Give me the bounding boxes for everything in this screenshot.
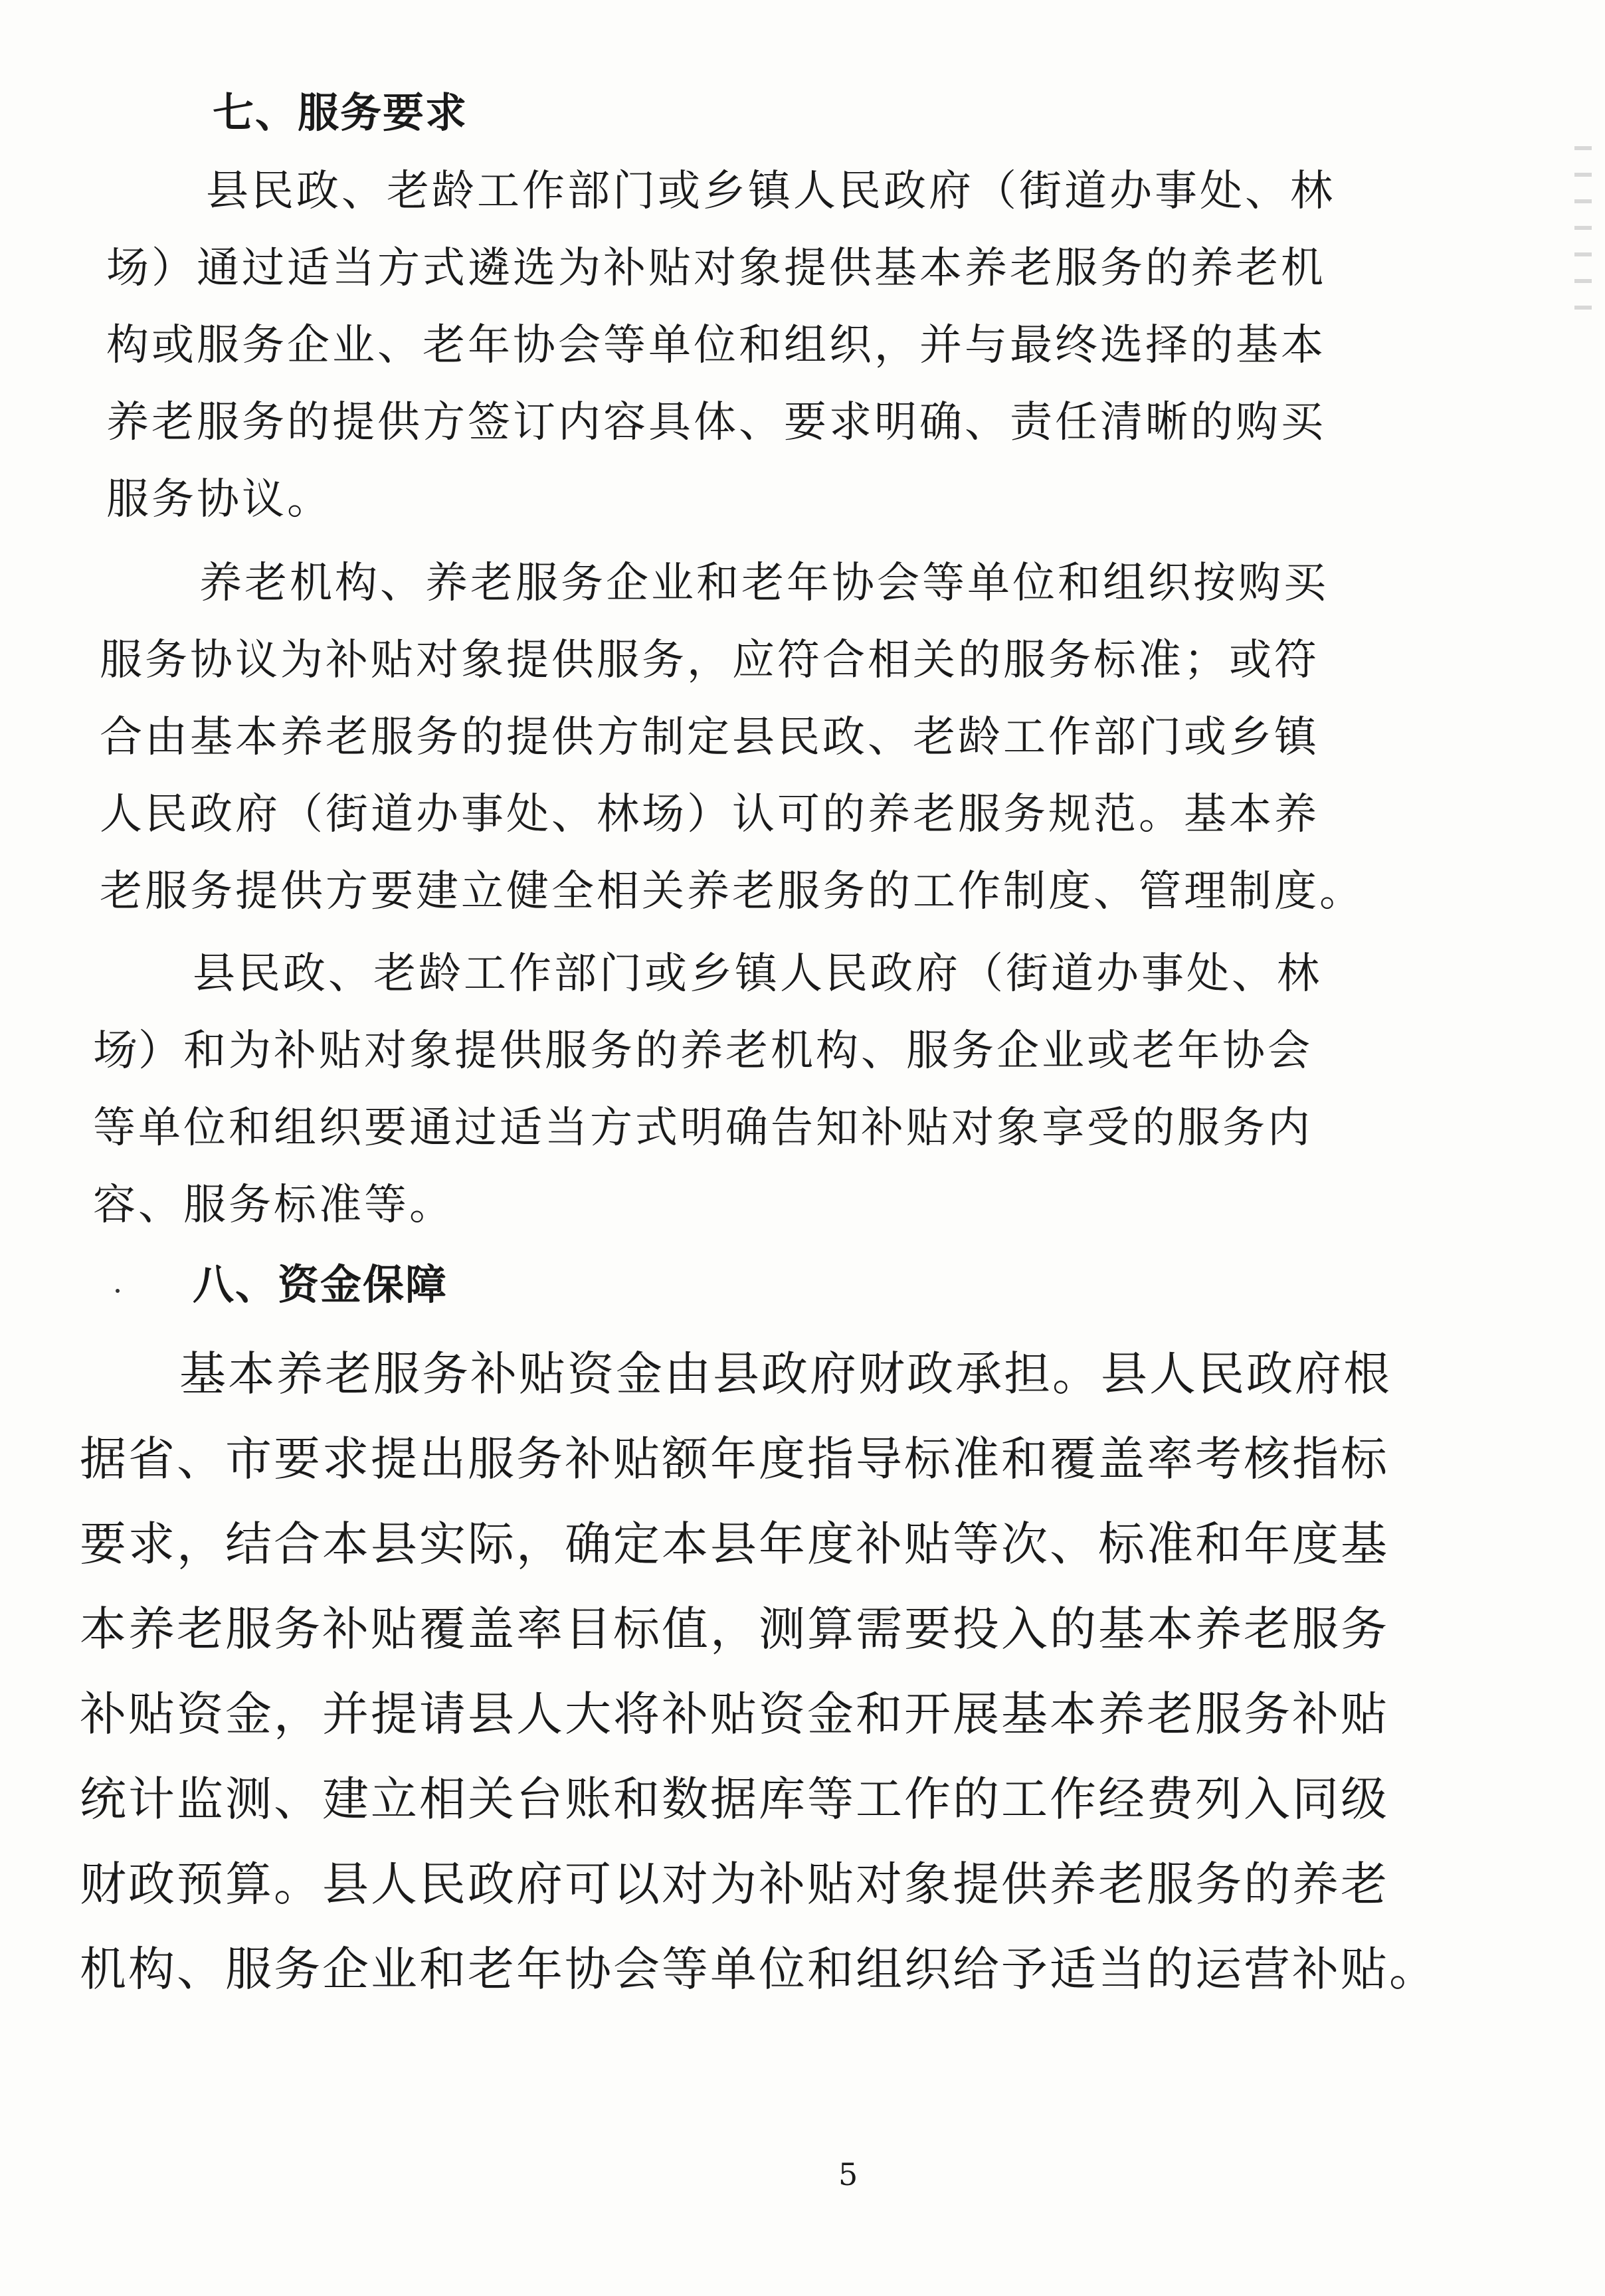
text-line: 本养老服务补贴覆盖率目标值，测算需要投入的基本养老服务 <box>80 1602 1389 1656</box>
text-line: 据省、市要求提出服务补贴额年度指导标准和覆盖率考核指标 <box>80 1432 1389 1486</box>
text-line: 补贴资金，并提请县人大将补贴资金和开展基本养老服务补贴 <box>80 1687 1389 1741</box>
section-heading: 七、服务要求 <box>213 88 468 137</box>
page-number: 5 <box>838 2156 858 2192</box>
text-line: 要求，结合本县实际，确定本县年度补贴等次、标准和年度基 <box>80 1517 1389 1571</box>
text-line: 县民政、老龄工作部门或乡镇人民政府（街道办事处、林 <box>193 949 1322 999</box>
document-body <box>80 73 1438 2012</box>
scan-edge-mark <box>1574 146 1592 319</box>
text-line: 服务协议为补贴对象提供服务，应符合相关的服务标准；或符 <box>100 636 1319 685</box>
text-line: 机构、服务企业和老年协会等单位和组织给予适当的运营补贴。 <box>80 1942 1438 1996</box>
text-line: 养老机构、养老服务企业和老年协会等单位和组织按购买 <box>199 559 1329 608</box>
text-line: 人民政府（街道办事处、林场）认可的养老服务规范。基本养 <box>100 790 1319 839</box>
text-line: 场）和为补贴对象提供服务的养老机构、服务企业或老年协会 <box>93 1026 1313 1076</box>
text-line: 县民政、老龄工作部门或乡镇人民政府（街道办事处、林 <box>206 167 1335 216</box>
text-line: 服务协议。 <box>106 475 332 524</box>
paragraph <box>80 1331 1438 2012</box>
text-line: 老服务提供方要建立健全相关养老服务的工作制度、管理制度。 <box>100 867 1365 916</box>
text-line: 财政预算。县人民政府可以对为补贴对象提供养老服务的养老 <box>80 1857 1389 1911</box>
text-line: 场）通过适当方式遴选为补贴对象提供基本养老服务的养老机 <box>106 244 1326 293</box>
text-line: 合由基本养老服务的提供方制定县民政、老龄工作部门或乡镇 <box>100 713 1319 762</box>
text-line: 养老服务的提供方签订内容具体、要求明确、责任清晰的购买 <box>106 398 1326 447</box>
paragraph <box>93 935 1435 1244</box>
text-line: 等单位和组织要通过适当方式明确告知补贴对象享受的服务内 <box>93 1103 1313 1153</box>
text-line: 容、服务标准等。 <box>93 1181 454 1230</box>
text-line: 统计监测、建立相关台账和数据库等工作的工作经费列入同级 <box>80 1772 1389 1826</box>
text-line: 基本养老服务补贴资金由县政府财政承担。县人民政府根 <box>179 1347 1392 1401</box>
section-heading: 八、资金保障 <box>193 1260 448 1309</box>
text-line: 构或服务企业、老年协会等单位和组织，并与最终选择的基本 <box>106 321 1326 370</box>
paragraph <box>106 153 1435 538</box>
paragraph <box>100 545 1435 930</box>
